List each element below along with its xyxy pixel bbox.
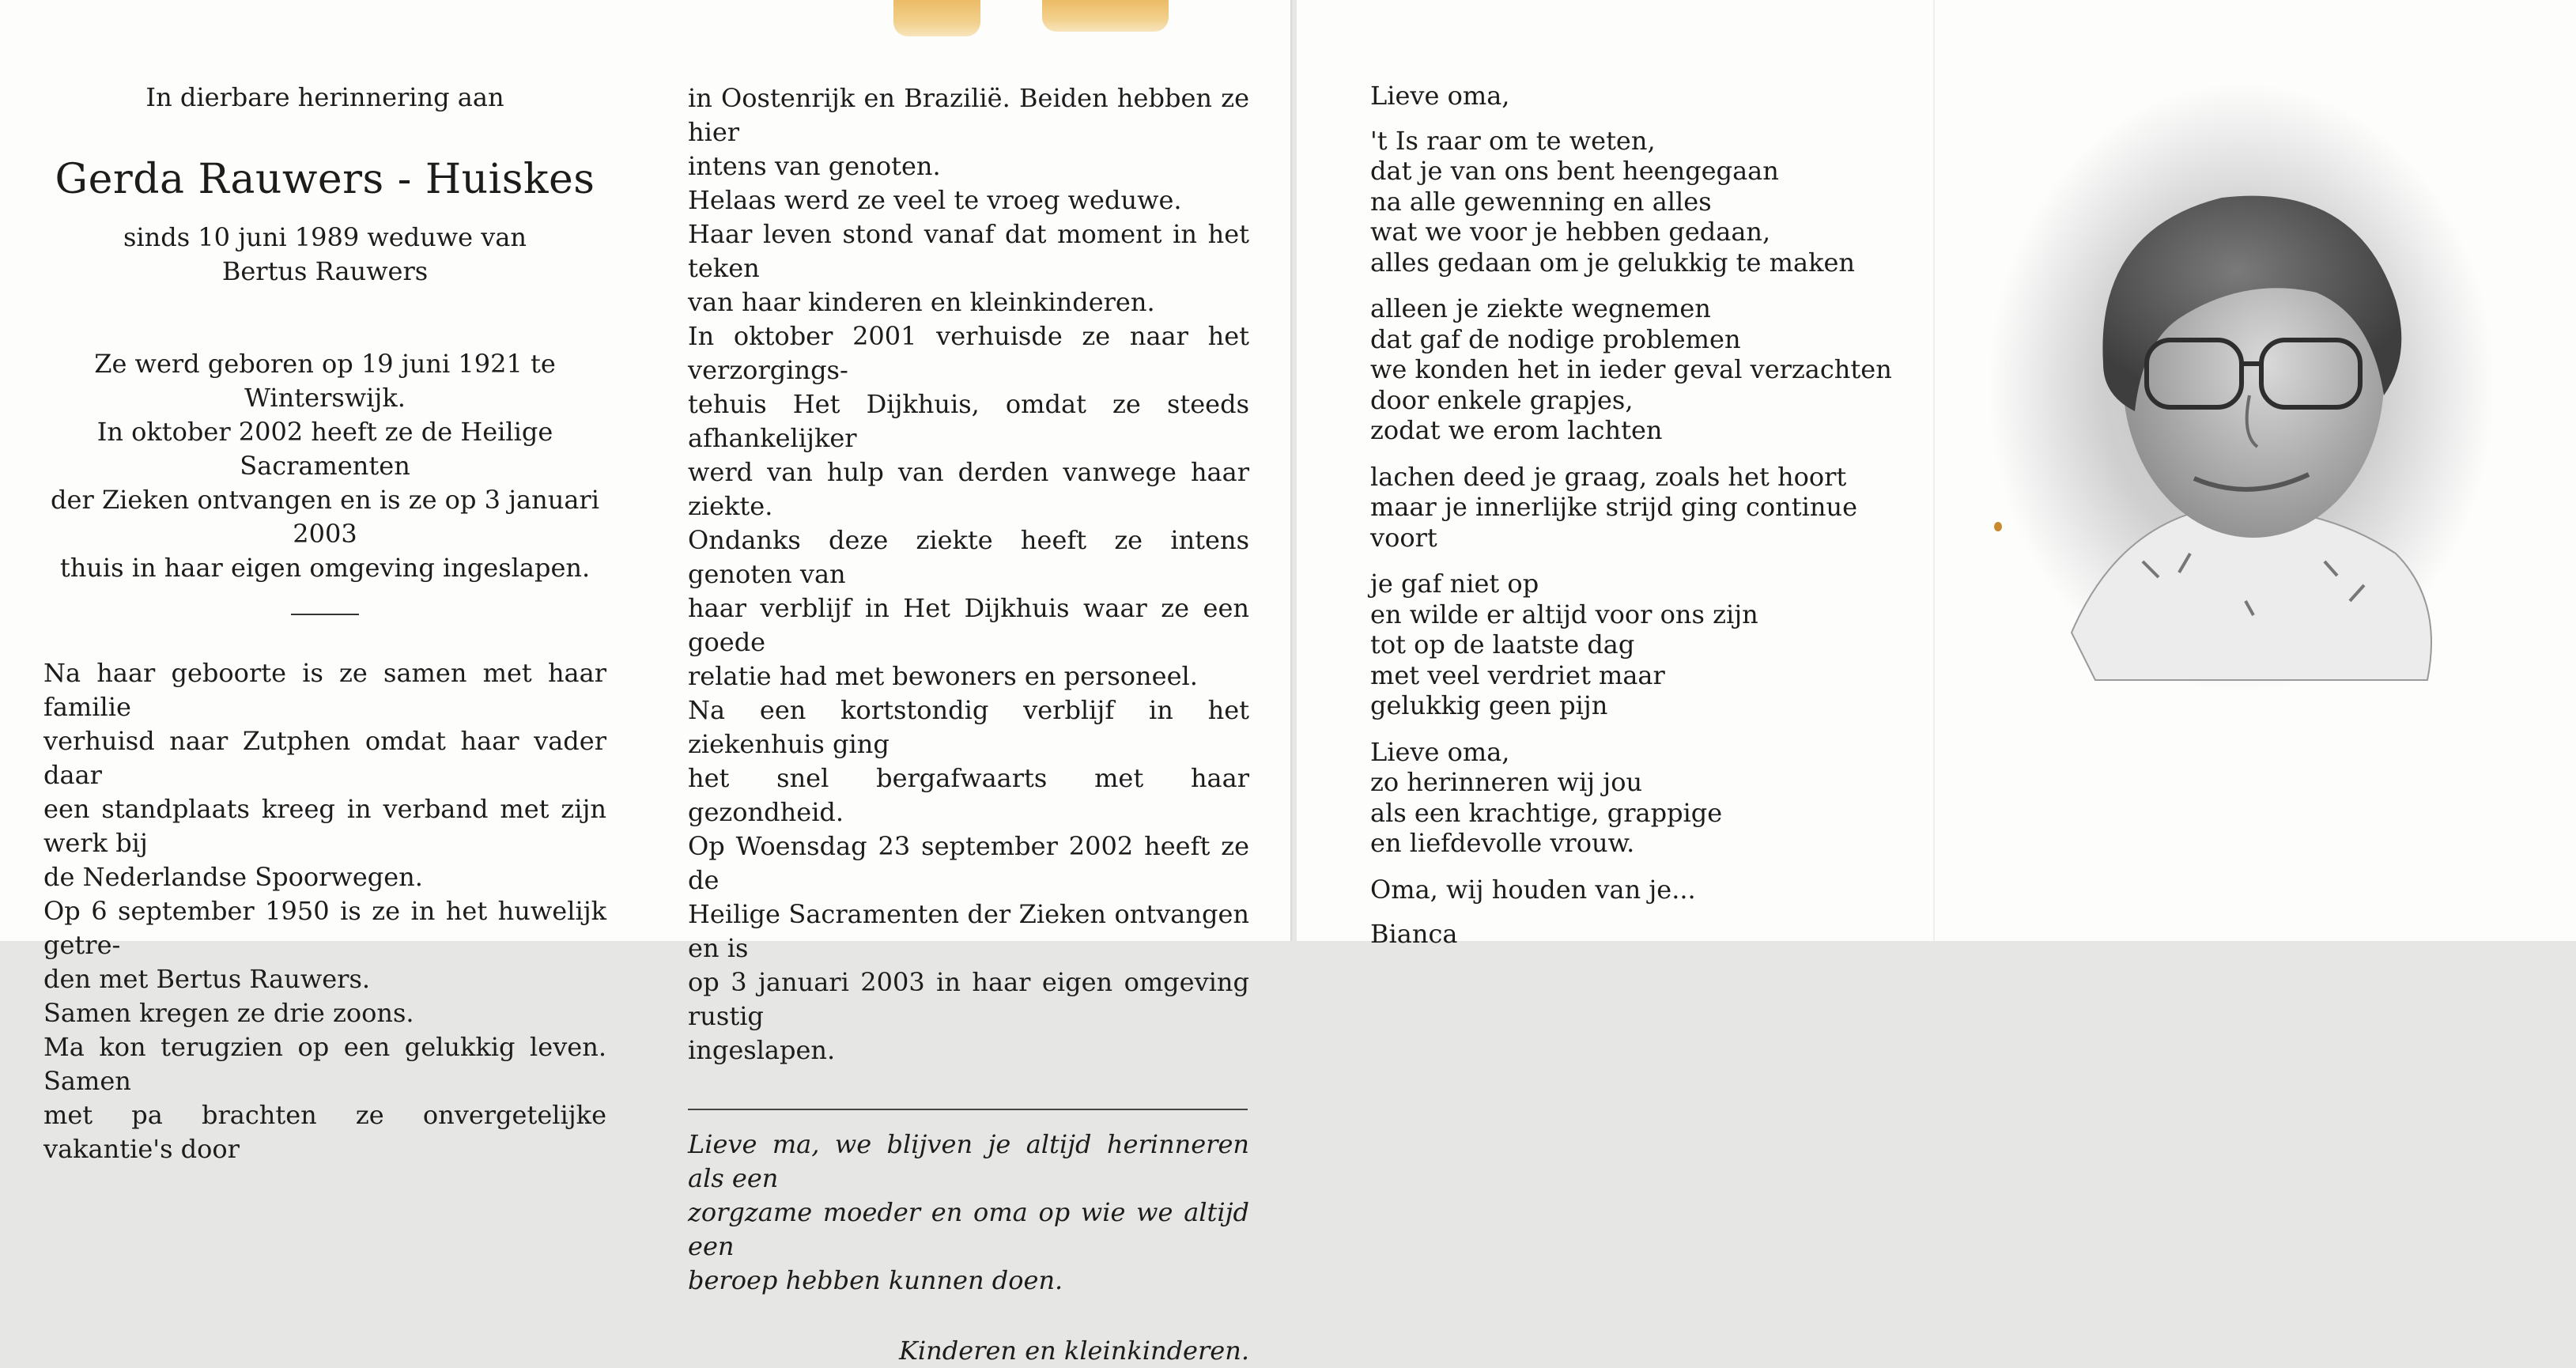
poem-line: 't Is raar om te weten, <box>1370 125 1656 156</box>
text-line: Op Woensdag 23 september 2002 heeft ze de <box>688 831 1249 895</box>
deceased-name: Gerda Rauwers - Huiskes <box>55 156 595 203</box>
text-line: op 3 januari 2003 in haar eigen omgeving rustig <box>688 967 1249 1031</box>
poem-line: alles gedaan om je gelukkig te maken <box>1370 247 1855 278</box>
text-line: van haar kinderen en kleinkinderen. <box>688 287 1155 317</box>
poem-line: maar je innerlijke strijd ging continue voort <box>1370 492 1857 553</box>
text-line: Ze werd geboren op 19 juni 1921 te Winterswijk. <box>94 349 556 413</box>
text-line: In oktober 2002 heeft ze de Heilige Sacramenten <box>96 417 553 481</box>
section-divider <box>291 614 359 615</box>
poem-line: lachen deed je graag, zoals het hoort <box>1370 461 1847 492</box>
column-biography-1 <box>43 0 606 1166</box>
text-line: Helaas werd ze veel te vroeg weduwe. <box>688 185 1182 215</box>
text-line: Haar leven stond vanaf dat moment in het teken <box>688 219 1249 283</box>
poem-line: we konden het in ieder geval verzachten <box>1370 354 1892 384</box>
closing-divider <box>688 1109 1248 1110</box>
life-paragraph-continued <box>688 81 1249 1068</box>
text-line: ingeslapen. <box>688 1035 836 1065</box>
text-line: Na een kortstondig verblijf in het ziekenhuis ging <box>688 695 1249 759</box>
widow-line-2: Bertus Rauwers <box>221 256 429 286</box>
text-line: beroep hebben kunnen doen. <box>688 1265 1063 1295</box>
column-biography-2 <box>688 0 1249 1368</box>
poem-stanza-5 <box>1370 737 1924 859</box>
poem-signature: Bianca <box>1370 919 1458 949</box>
poem-line: door enkele grapjes, <box>1370 384 1634 415</box>
text-line: thuis in haar eigen omgeving ingeslapen. <box>59 553 591 583</box>
text-line: haar verblijf in Het Dijkhuis waar ze een goede <box>688 593 1249 657</box>
poem-line: gelukkig geen pijn <box>1370 690 1608 720</box>
poem-line: en wilde er altijd voor ons zijn <box>1370 599 1758 629</box>
life-paragraph <box>43 656 606 1166</box>
text-line: tehuis Het Dijkhuis, omdat ze steeds afhankelijker <box>688 389 1249 453</box>
text-line: werd van hulp van derden vanwege haar ziekte. <box>688 457 1249 521</box>
text-line: met pa brachten ze onvergetelijke vakantie's door <box>43 1100 606 1164</box>
paper-stain <box>1994 522 2002 531</box>
poem-line: na alle gewenning en alles <box>1370 186 1712 217</box>
family-signature: Kinderen en kleinkinderen. <box>899 1336 1249 1366</box>
poem-stanza-1 <box>1370 126 1924 278</box>
poem-line: dat je van ons bent heengegaan <box>1370 156 1779 186</box>
text-line: Ondanks deze ziekte heeft ze intens genoten van <box>688 525 1249 589</box>
poem-stanza-2 <box>1370 293 1924 446</box>
text-line: verhuisd naar Zutphen omdat haar vader daar <box>43 726 606 790</box>
text-line: Lieve ma, we blijven je altijd herinneren als een <box>688 1129 1249 1193</box>
poem-line: dat gaf de nodige problemen <box>1370 323 1741 354</box>
poem-line: met veel verdriet maar <box>1370 659 1665 690</box>
widow-line-1: sinds 10 juni 1989 weduwe van <box>123 222 527 252</box>
text-line: relatie had met bewoners en personeel. <box>688 661 1198 691</box>
text-line: den met Bertus Rauwers. <box>43 964 371 994</box>
poem-greeting: Lieve oma, <box>1370 81 1510 111</box>
card-crease <box>1933 0 1935 941</box>
text-line: Ma kon terugzien op een gelukkig leven. Samen <box>43 1032 606 1096</box>
text-line: intens van genoten. <box>688 151 941 181</box>
poem-closing: Oma, wij houden van je... <box>1370 874 1696 905</box>
poem-line: tot op de laatste dag <box>1370 629 1635 659</box>
poem-line: en liefdevolle vrouw. <box>1370 828 1635 858</box>
poem-line: alleen je ziekte wegnemen <box>1370 293 1711 323</box>
text-line: zorgzame moeder en oma op wie we altijd een <box>688 1197 1249 1261</box>
text-line: in Oostenrijk en Brazilië. Beiden hebben ze hier <box>688 83 1249 147</box>
text-line: Na haar geboorte is ze samen met haar familie <box>43 658 606 722</box>
page-fold <box>1290 0 1292 941</box>
poem-stanza-3 <box>1370 462 1924 554</box>
text-line: Samen kregen ze drie zoons. <box>43 998 414 1028</box>
text-line: een standplaats kreeg in verband met zijn werk bij <box>43 794 606 858</box>
closing-message <box>688 1128 1249 1298</box>
birth-paragraph <box>43 347 606 585</box>
poem-line: wat we voor je hebben gedaan, <box>1370 217 1771 247</box>
text-line: der Zieken ontvangen en is ze op 3 januari 2003 <box>51 485 599 549</box>
poem-line: je gaf niet op <box>1370 569 1539 599</box>
poem-line: Lieve oma, <box>1370 736 1510 767</box>
text-line: het snel bergafwaarts met haar gezondheid. <box>688 763 1249 827</box>
text-line: In oktober 2001 verhuisde ze naar het verzorgings- <box>688 321 1249 385</box>
text-line: Op 6 september 1950 is ze in het huwelijk getre- <box>43 896 606 960</box>
poem <box>1370 0 1924 950</box>
intro-text: In dierbare herinnering aan <box>145 82 504 112</box>
poem-line: zodat we erom lachten <box>1370 415 1663 445</box>
poem-stanza-4 <box>1370 569 1924 721</box>
text-line: de Nederlandse Spoorwegen. <box>43 862 423 892</box>
poem-line: zo herinneren wij jou <box>1370 767 1643 797</box>
text-line: Heilige Sacramenten der Zieken ontvangen en is <box>688 899 1249 963</box>
portrait-photo <box>1985 79 2499 696</box>
poem-line: als een krachtige, grappige <box>1370 797 1723 828</box>
